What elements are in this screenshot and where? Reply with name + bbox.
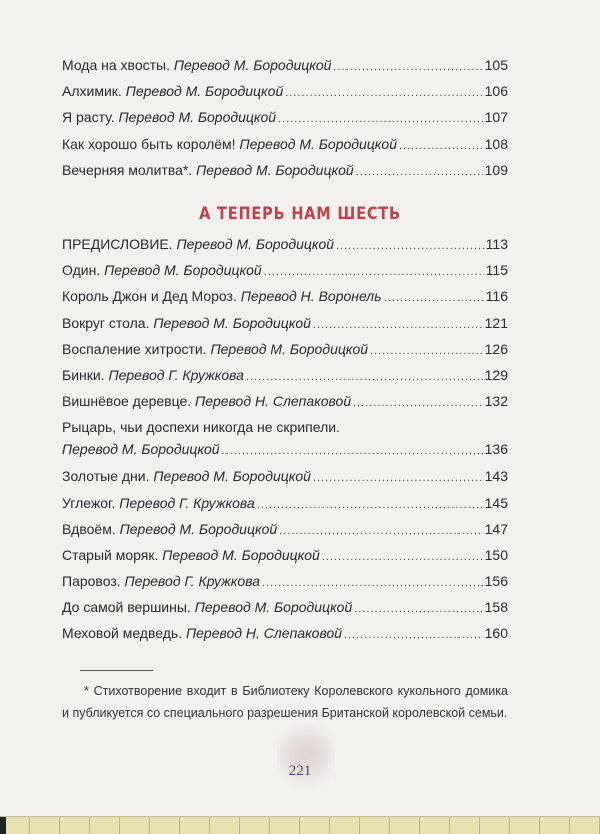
toc-entry[interactable] <box>62 135 508 161</box>
leader-dots <box>384 287 484 307</box>
toc-entry-page: 156 <box>484 573 508 590</box>
toc-entry-page: 132 <box>484 393 508 410</box>
toc-entry-title: Вишнёвое деревце. <box>62 393 192 410</box>
leader-dots <box>356 161 483 181</box>
leader-dots <box>336 235 484 255</box>
toc-entry-translator: Перевод Н. Слепаковой <box>195 393 352 410</box>
toc-entry-page: 160 <box>484 625 508 642</box>
toc-entry-title: Алхимик. <box>62 83 122 100</box>
toc-entry-page: 105 <box>484 57 508 73</box>
leader-dots <box>246 366 483 386</box>
toc-entry-title: Воспаление хитрости. <box>62 340 207 357</box>
toc-entry-title: Как хорошо быть королём! <box>62 135 236 152</box>
toc-entry-multiline[interactable] <box>62 418 508 467</box>
toc-entry[interactable] <box>62 572 508 598</box>
toc-entry-title: Я расту. <box>62 109 115 126</box>
toc-entry-translator: Перевод М. Бородицкой <box>196 161 354 178</box>
toc-entry[interactable] <box>62 261 508 287</box>
toc-entry-translator: Перевод М. Бородицкой <box>118 109 277 126</box>
toc-entry-title: Бинки. <box>62 366 105 383</box>
leader-dots <box>333 56 482 76</box>
leader-dots <box>264 261 484 281</box>
toc-entry[interactable] <box>62 56 508 82</box>
toc-entry-page: 106 <box>484 83 508 100</box>
footnote-divider <box>80 670 153 671</box>
toc-entry[interactable] <box>62 108 508 134</box>
toc-entry-translator: Перевод М. Бородицкой <box>194 599 353 616</box>
toc-entry[interactable] <box>62 520 508 546</box>
leader-dots <box>399 135 483 155</box>
toc-entry-page: 150 <box>484 546 508 563</box>
toc-entry[interactable] <box>62 624 508 650</box>
toc-list-section <box>62 235 508 651</box>
toc-entry[interactable] <box>62 340 508 366</box>
toc-entry[interactable] <box>62 82 508 108</box>
toc-entry[interactable] <box>62 467 508 493</box>
ruler-edge <box>0 816 600 834</box>
toc-entry-title: Паровоз. <box>62 573 121 590</box>
toc-entry-title: Один. <box>62 262 101 279</box>
toc-entry-page: 116 <box>485 288 508 305</box>
toc-entry-page: 108 <box>484 135 508 152</box>
page-number: 221 <box>288 763 312 779</box>
toc-entry-page: 107 <box>484 109 508 126</box>
toc-entry-title: Вокруг стола. <box>62 314 150 331</box>
leader-dots <box>278 108 483 128</box>
section-heading: А ТЕПЕРЬ НАМ ШЕСТЬ <box>199 204 401 224</box>
toc-entry-title: До самой вершины. <box>62 599 191 616</box>
leader-dots <box>285 82 482 102</box>
toc-entry-page: 136 <box>484 441 508 458</box>
toc-entry-translator: Перевод М. Бородицкой <box>125 83 284 100</box>
toc-entry-page: 126 <box>484 340 508 357</box>
toc-entry[interactable] <box>62 392 508 418</box>
toc-entry-title: Старый моряк. <box>62 546 159 563</box>
toc-entry-page: 109 <box>484 161 508 178</box>
toc-entry-page: 121 <box>484 314 508 331</box>
leader-dots <box>313 314 483 334</box>
toc-entry[interactable] <box>62 366 508 392</box>
leader-dots <box>262 572 483 592</box>
leader-dots <box>344 624 483 644</box>
toc-entry-translator: Перевод Г. Кружкова <box>119 494 255 511</box>
toc-entry-page: 145 <box>484 494 508 511</box>
toc-entry[interactable] <box>62 494 508 520</box>
leader-dots <box>353 392 483 412</box>
toc-entry-page: 158 <box>484 599 508 616</box>
toc-entry-title: ПРЕДИСЛОВИЕ. <box>62 236 173 252</box>
toc-entry-page: 115 <box>485 262 508 279</box>
toc-entry-translator: Перевод М. Бородицкой <box>153 314 311 331</box>
footnote: * Стихотворение входит в Библиотеку Королевского кукольного домика и публикуется со специального разрешения Британской королевской семьи. <box>62 684 508 720</box>
toc-entry-translator: Перевод Г. Кружкова <box>124 573 260 590</box>
leader-dots <box>313 467 483 487</box>
toc-entry-translator: Перевод М. Бородицкой <box>173 57 332 73</box>
toc-entry[interactable] <box>62 598 508 624</box>
toc-entry[interactable] <box>62 287 508 313</box>
toc-entry[interactable] <box>62 161 508 187</box>
toc-entry-translator: Перевод Н. Слепаковой <box>185 625 343 642</box>
toc-entry-page: 143 <box>484 468 508 485</box>
leader-dots <box>222 440 483 460</box>
toc-entry-translator: Перевод М. Бородицкой <box>62 441 220 458</box>
toc-entry[interactable] <box>62 314 508 340</box>
toc-entry-title: Мода на хвосты. <box>62 57 170 73</box>
toc-entry-translator: Перевод Н. Воронель <box>240 288 382 305</box>
toc-entry[interactable] <box>62 235 508 261</box>
toc-entry-title: Углежог. <box>62 494 116 511</box>
toc-entry-translator: Перевод М. Бородицкой <box>210 340 369 357</box>
toc-entry-translator: Перевод М. Бородицкой <box>119 520 278 537</box>
toc-entry-translator: Перевод Г. Кружкова <box>108 366 244 383</box>
leader-dots <box>322 546 483 566</box>
toc-entry-title: Золотые дни. <box>62 468 150 485</box>
toc-entry-title: Меховой медведь. <box>62 625 183 642</box>
toc-entry-translator: Перевод М. Бородицкой <box>239 135 397 152</box>
toc-entry[interactable] <box>62 546 508 572</box>
toc-entry-title: Рыцарь, чьи доспехи никогда не скрипели. <box>62 419 340 436</box>
toc-entry-title: Вечерняя молитва*. <box>62 161 193 178</box>
toc-entry-translator: Перевод М. Бородицкой <box>153 468 311 485</box>
toc-entry-title: Король Джон и Дед Мороз. <box>62 288 237 305</box>
toc-entry-title: Вдвоём. <box>62 520 116 537</box>
toc-entry-translator: Перевод М. Бородицкой <box>104 262 262 279</box>
toc-entry-translator: Перевод М. Бородицкой <box>162 546 320 563</box>
toc-entry-translator: Перевод М. Бородицкой <box>176 236 335 252</box>
leader-dots <box>279 520 482 540</box>
toc-list-top <box>62 56 508 187</box>
leader-dots <box>370 340 483 360</box>
toc-entry-page: 147 <box>484 520 508 537</box>
leader-dots <box>257 494 483 514</box>
leader-dots <box>354 598 482 618</box>
toc-entry-page: 129 <box>484 366 508 383</box>
toc-entry-page: 113 <box>485 236 508 252</box>
